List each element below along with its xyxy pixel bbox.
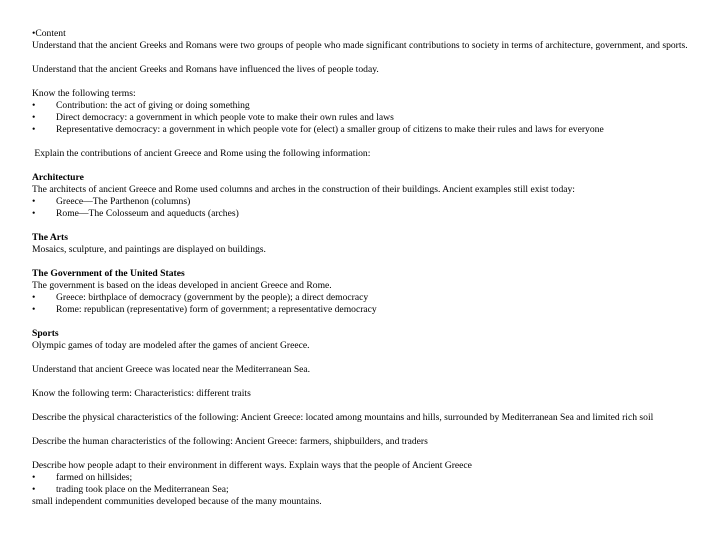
bullet-icon: • — [32, 100, 36, 111]
list-item — [32, 484, 692, 496]
sports-text: Olympic games of today are modeled after the games of ancient Greece. — [32, 340, 310, 351]
architecture-heading: Architecture — [32, 172, 84, 183]
list-item — [32, 292, 692, 304]
bullet-icon: • — [32, 196, 36, 207]
explain-paragraph: Explain the contributions of ancient Greece and Rome using the following information: — [32, 148, 371, 159]
list-item — [32, 124, 692, 136]
bullet-icon: • — [32, 292, 36, 303]
bullet-icon: • — [32, 208, 36, 219]
term-contribution: Contribution: the act of giving or doing something — [56, 100, 250, 111]
architecture-item-rome: Rome—The Colosseum and aqueducts (arches) — [56, 208, 239, 219]
intro-paragraph: Understand that the ancient Greeks and Romans were two groups of people who made significant contributions to society in terms of architecture, government, and sports. — [32, 40, 688, 51]
bullet-icon: • — [32, 304, 36, 315]
bullet-icon: • — [32, 112, 36, 123]
government-item-rome: Rome: republican (representative) form of government; a representative democracy — [56, 304, 377, 315]
term-paragraph: Know the following term: Characteristics: different traits — [32, 388, 251, 399]
adapt-item-farmed: farmed on hillsides; — [56, 472, 133, 483]
adapt-item-trading: trading took place on the Mediterranean Sea; — [56, 484, 229, 495]
bullet-icon: • — [32, 484, 36, 495]
human-paragraph: Describe the human characteristics of the following: Ancient Greece: farmers, shipbuilders, and traders — [32, 436, 428, 447]
government-item-greece: Greece: birthplace of democracy (government by the people); a direct democracy — [56, 292, 369, 303]
list-item — [32, 112, 692, 124]
terms-intro: Know the following terms: — [32, 88, 136, 99]
bullet-icon: • — [32, 124, 36, 135]
list-item — [32, 208, 692, 220]
adapt-closing: small independent communities developed because of the many mountains. — [32, 496, 322, 507]
list-item — [32, 196, 692, 208]
term-representative-democracy: Representative democracy: a government in which people vote for (elect) a smaller group of citizens to make their rules and laws for everyone — [56, 124, 604, 135]
term-direct-democracy: Direct democracy: a government in which people vote to make their own rules and laws — [56, 112, 394, 123]
sports-heading: Sports — [32, 328, 59, 339]
arts-heading: The Arts — [32, 232, 68, 243]
architecture-text: The architects of ancient Greece and Rome used columns and arches in the construction of their buildings. Ancient examples still exist today: — [32, 184, 575, 195]
list-item — [32, 472, 692, 484]
list-item — [32, 100, 692, 112]
location-paragraph: Understand that ancient Greece was located near the Mediterranean Sea. — [32, 364, 311, 375]
content-header: •Content — [32, 28, 66, 39]
physical-paragraph: Describe the physical characteristics of the following: Ancient Greece: located among mountains and hills, surrounded by Mediterranean Sea and limited rich soil — [32, 412, 654, 423]
list-item — [32, 304, 692, 316]
government-text: The government is based on the ideas developed in ancient Greece and Rome. — [32, 280, 332, 291]
influence-paragraph: Understand that the ancient Greeks and Romans have influenced the lives of people today. — [32, 64, 379, 75]
bullet-icon: • — [32, 472, 36, 483]
government-heading: The Government of the United States — [32, 268, 185, 279]
architecture-item-greece: Greece—The Parthenon (columns) — [56, 196, 191, 207]
document-body — [32, 28, 692, 508]
arts-text: Mosaics, sculpture, and paintings are displayed on buildings. — [32, 244, 266, 255]
adapt-intro: Describe how people adapt to their environment in different ways. Explain ways that the people of Ancient Greece — [32, 460, 472, 471]
